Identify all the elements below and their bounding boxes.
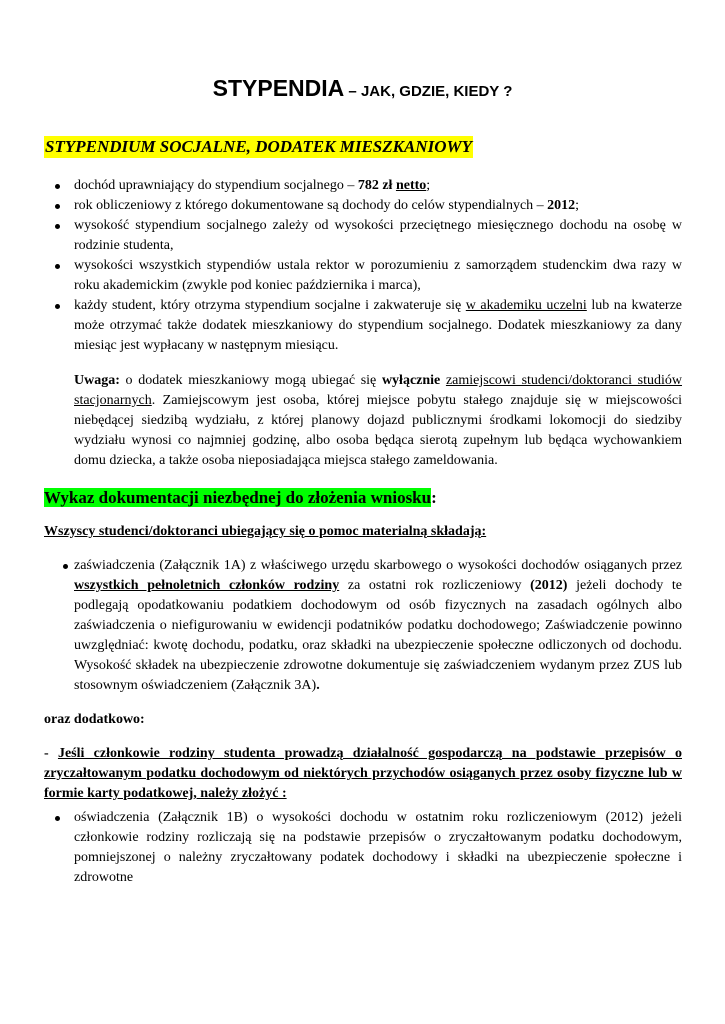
section-heading-documents: Wykaz dokumentacji niezbędnej do złożenia wniosku: [44, 488, 437, 507]
title-main: STYPENDIA [212, 75, 345, 101]
list-item: wysokości wszystkich stypendiów ustala rektor w porozumieniu z samorządem studenckim dwa razy w roku akademickim (zwykle pod koniec października i marca), [44, 256, 682, 296]
section-heading-social-scholarship: STYPENDIUM SOCJALNE, DODATEK MIESZKANIOWY [45, 137, 472, 156]
list-item: wysokość stypendium socjalnego zależy od wysokości przeciętnego miesięcznego dochodu na osobę w rodzinie studenta, [44, 216, 682, 256]
title-dash: – [344, 83, 361, 100]
list-item: każdy student, który otrzyma stypendium socjalne i zakwateruje się w akademiku uczelni lub na kwaterze może otrzymać także dodatek mieszkaniowy do stypendium socjalnego. Dodatek mieszkaniowy za dany miesiąc jest wypłacany w następnym miesiącu. [44, 296, 682, 356]
list-item: dochód uprawniający do stypendium socjalnego – 782 zł netto; [44, 176, 682, 196]
note-paragraph: Uwaga: o dodatek mieszkaniowy mogą ubiegać się wyłącznie zamiejscowi studenci/doktoranci studiów stacjonarnych. Zamiejscowym jest osoba, której miejsce pobytu stałego znajduje się w miejscowości niebędącej siedzibą wydziału, z której planowy dojazd publicznymi środkami lokomocji do siedziby wydziału wynosi co najmniej godzinę, albo osoba będąca sierotą zupełnym lub będąca wychowankiem domu dziecka, a także osoba nieposiadająca miejsca stałego zameldowania. [74, 373, 682, 468]
additional-label: oraz dodatkowo: [44, 712, 145, 727]
note-label: Uwaga: [74, 373, 120, 388]
list-item: zaświadczenia (Załącznik 1A) z właściwego urzędu skarbowego o wysokości dochodów osiąganych przez wszystkich pełnoletnich członków rodziny za ostatni rok rozliczeniowy (2012) jeżeli dochody te podlegają opodatkowaniu podatkiem dochodowym od osób fizycznych na zasadach ogólnych albo zaświadczenia o niefigurowaniu w ewidencji podatników podatku dochodowego; Zaświadczenie powinno uwzględniać: kwotę dochodu, podatku, oraz składki na ubezpieczenie społeczne odliczonych od dochodu. Wysokość składek na ubezpieczenie zdrowotne dokumentuje się zaświadczeniem wydanym przez ZUS lub stosownym oświadczeniem (Załącznik 3A). [44, 556, 682, 696]
akademik-link: w akademiku uczelni [465, 298, 587, 313]
bullet-list-business [44, 808, 682, 888]
bullet-list-documents [44, 556, 682, 696]
bullet-list-social [44, 176, 682, 356]
list-item: rok obliczeniowy z którego dokumentowane są dochody do celów stypendialnych – 2012; [44, 196, 682, 216]
business-activity-paragraph: - Jeśli członkowie rodziny studenta prowadzą działalność gospodarczą na podstawie przepisów o zryczałtowanym podatku dochodowym od niektórych przychodów osiąganych przez osoby fizyczne lub w formie karty podatkowej, należy złożyć : [44, 746, 682, 801]
title-rest: JAK, GDZIE, KIEDY ? [360, 83, 513, 100]
page-title [0, 75, 725, 105]
list-item: oświadczenia (Załącznik 1B) o wysokości dochodu w ostatnim roku rozliczeniowym (2012) jeżeli członkowie rodziny rozliczają się na podstawie przepisów o zryczałtowanym podatku dochodowym, pomniejszonej o należny zryczałtowany podatek dochodowy i składki na ubezpieczenie społeczne i zdrowotne [44, 808, 682, 888]
subheading-all-students: Wszyscy studenci/doktoranci ubiegający się o pomoc materialną składają: [44, 524, 487, 539]
